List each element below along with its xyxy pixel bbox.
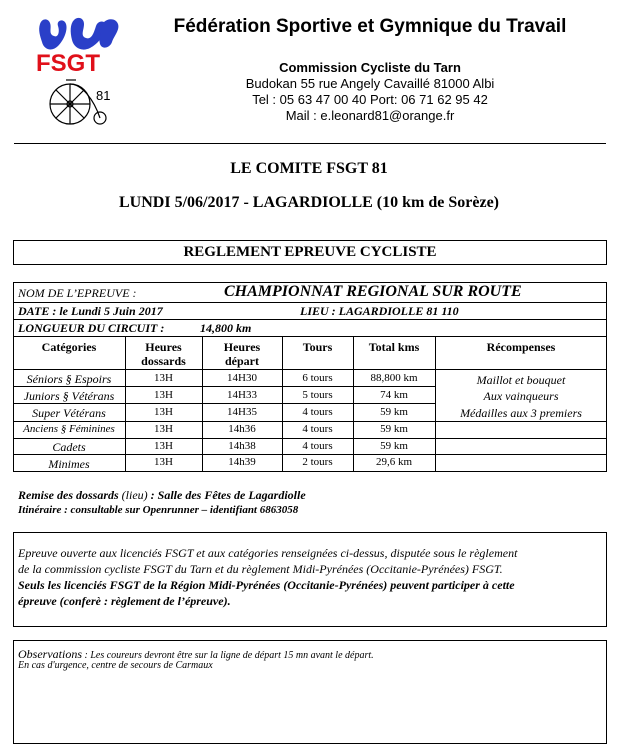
table-row-dossards: 13H (154, 456, 173, 468)
remise-lieu: (lieu) (118, 488, 148, 502)
logo-number: 81 (96, 88, 111, 103)
table-row-cat: Séniors § Espoirs (26, 372, 112, 386)
observations-line-2: En cas d'urgence, centre de secours de Carmaux (18, 660, 213, 671)
logo-graphic (34, 14, 130, 126)
table-row-dossards: 13H (154, 406, 173, 418)
rule (13, 336, 607, 337)
table-row-dossards: 13H (154, 423, 173, 435)
rule (13, 369, 607, 370)
lieu-label: LIEU : LAGARDIOLLE 81 110 (300, 304, 459, 318)
rule (13, 421, 607, 422)
table-row-tours: 4 tours (302, 406, 333, 418)
table-row-tours: 2 tours (302, 456, 333, 468)
rule (13, 438, 607, 439)
col-header-dossards-1: Heures (145, 340, 182, 354)
header-divider (14, 143, 606, 144)
reglement-title: REGLEMENT EPREUVE CYCLISTE (183, 244, 437, 260)
logo-text: FSGT (36, 50, 100, 77)
table-row-cat: Super Vétérans (32, 406, 106, 420)
remise-line (18, 488, 306, 503)
race-name-value: CHAMPIONNAT REGIONAL SUR ROUTE (224, 283, 522, 300)
col-header-total: Total kms (368, 340, 420, 354)
org-title: Fédération Sportive et Gymnique du Travail (173, 16, 567, 37)
col-header-depart-2: départ (225, 354, 259, 368)
remise-label: Remise des dossards (18, 488, 119, 502)
table-row-rec: Aux vainqueurs (483, 389, 559, 403)
table-row-total: 88,800 km (370, 372, 418, 384)
col-header-recompenses: Récompenses (486, 340, 556, 354)
table-row-dossards: 13H (154, 372, 173, 384)
table-row-tours: 4 tours (302, 423, 333, 435)
conditions-line-2: de la commission cycliste FSGT du Tarn et du règlement Midi-Pyrénées (Occitanie-Pyrénées) FSGT. (18, 562, 503, 576)
table-row-cat: Anciens § Féminines (23, 423, 115, 435)
table-row-rec: Médailles aux 3 premiers (460, 406, 582, 420)
commission-name: Commission Cycliste du Tarn (279, 60, 461, 75)
phone: Tel : 05 63 47 00 40 Port: 06 71 62 95 42 (252, 92, 488, 107)
table-row-cat: Minimes (48, 457, 90, 471)
length-value: 14,800 km (200, 321, 252, 335)
col-header-dossards-2: dossards (141, 354, 186, 368)
table-row-dossards: 13H (154, 389, 173, 401)
mail[interactable]: Mail : e.leonard81@orange.fr (285, 108, 455, 123)
table-row-tours: 6 tours (302, 372, 333, 384)
table-row-depart: 14H35 (227, 406, 257, 418)
table-row-depart: 14H30 (227, 372, 257, 384)
table-row-total: 29,6 km (375, 456, 413, 468)
address: Budokan 55 rue Angely Cavaillé 81000 Albi (245, 76, 495, 91)
col-header-tours: Tours (302, 340, 333, 354)
col-header-dossards (125, 340, 202, 368)
table-row-total: 59 km (380, 406, 408, 418)
table-row-total: 59 km (380, 423, 408, 435)
conditions-line-1: Epreuve ouverte aux licenciés FSGT et aux catégories renseignées ci-dessus, disputée sous le règlement (18, 546, 518, 560)
date-label: DATE : le Lundi 5 Juin 2017 (18, 304, 163, 318)
rule (13, 319, 607, 320)
col-header-depart-1: Heures (223, 340, 261, 354)
event-title: LUNDI 5/06/2017 - LAGARDIOLLE (10 km de Sorèze) (119, 194, 499, 211)
rule (435, 336, 436, 472)
race-name-label: NOM DE L’EPREUVE : (18, 286, 137, 300)
comite-title: LE COMITE FSGT 81 (230, 160, 388, 177)
table-row-dossards: 13H (154, 440, 173, 452)
col-header-depart (202, 340, 282, 368)
table-row-depart: 14h39 (228, 456, 256, 468)
table-row-total: 74 km (380, 389, 408, 401)
observations-text-1: : Les coureurs devront être sur la ligne de départ 15 mn avant le départ. (82, 650, 374, 661)
table-row-rec: Maillot et bouquet (476, 373, 566, 387)
table-row-total: 59 km (380, 440, 408, 452)
col-header-categories: Catégories (41, 340, 97, 354)
conditions-line-3: Seuls les licenciés FSGT de la Région Midi-Pyrénées (Occitanie-Pyrénées) peuvent participer à cette (18, 578, 515, 592)
observations-label: Observations (18, 647, 82, 661)
table-row-cat: Juniors § Vétérans (23, 389, 115, 403)
conditions-line-4: épreuve (conferè : règlement de l’épreuve). (18, 594, 231, 608)
table-row-tours: 4 tours (302, 440, 333, 452)
table-row-depart: 14h36 (228, 423, 256, 435)
table-row-depart: 14H33 (227, 389, 257, 401)
table-row-depart: 14h38 (228, 440, 256, 452)
fsgt-logo (34, 14, 130, 126)
rule (13, 302, 607, 303)
table-row-cat: Cadets (52, 440, 86, 454)
itineraire: Itinéraire : consultable sur Openrunner – identifiant 6863058 (18, 504, 299, 516)
remise-value: : Salle des Fêtes de Lagardiolle (147, 488, 306, 502)
table-row-tours: 5 tours (302, 389, 333, 401)
length-label: LONGUEUR DU CIRCUIT : (18, 321, 165, 335)
reglement-box (13, 240, 607, 265)
